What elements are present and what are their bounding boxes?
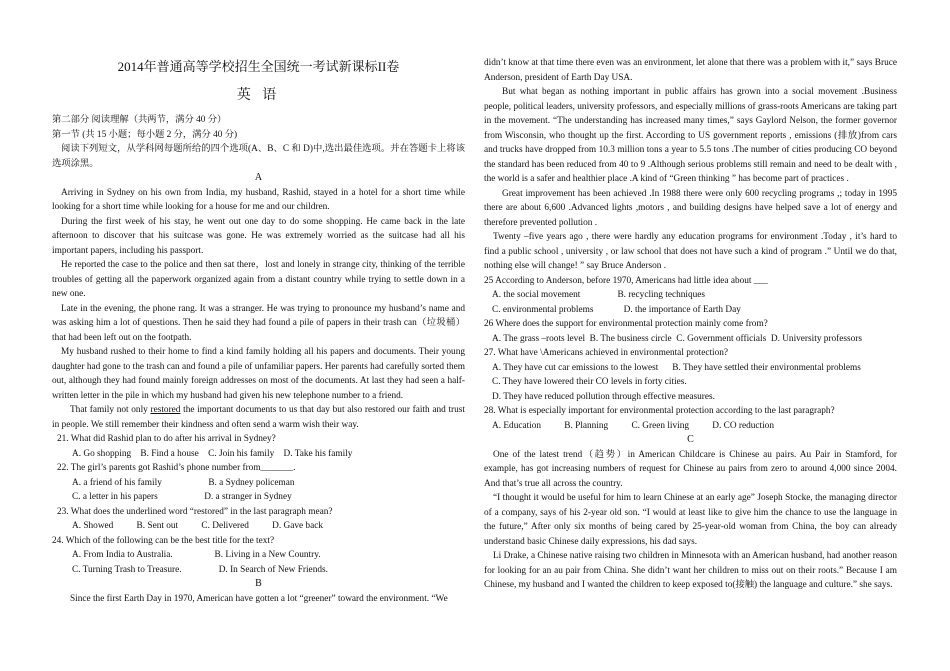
question-21-options: A. Go shopping B. Find a house C. Join his family D. Take his family: [72, 448, 353, 459]
question-28: 28. What is especially important for environmental protection according to the last paragraph?: [484, 406, 835, 416]
underlined-word: restored: [150, 405, 181, 415]
instructions: 阅读下列短文，从学科网每题所给的四个选项(A、B、C 和 D)中,选出最佳选项。并在答题卡上将该选项涂黑。: [52, 144, 465, 169]
passage-c-paragraph-3: Li Drake, a Chinese native raising two children in Minnesota with an American husband, had another reason for looking for an au pair from China. She didn’t want her children to miss out on their roots.” Because I am Chinese, my husband and I wanted the children to keep exposed to(接触) the language and culture.” she says.: [484, 551, 897, 590]
question-27-options-ab: A. They have cut car emissions to the lowest B. They have settled their environmental problems: [492, 362, 861, 373]
passage-a-paragraph-5: My husband rushed to their home to find a kind family holding all his papers and documents. Their young daughter had gone to the trash can and found a pile of unfamiliar papers. Her parents had carefully sorted them out, although they had found mainly foreign addresses on most of the documents. At last they had seen a half-written letter in the pile in which my husband had given his new telephone number to a friend.: [52, 347, 465, 401]
part-label: 第二部分 阅读理解（共两节，满分 40 分）: [52, 115, 227, 125]
question-22-options-ab: A. a friend of his family B. a Sydney policeman: [72, 477, 295, 488]
passage-b-paragraph-2: But what began as nothing important in public affairs has grown into a social movement .Business people, political leaders, university professors, and especially millions of grass-roots Americans are taking part in the movement. “The understanding has increased many times,” says Gaylord Nelson, the former governor from Wisconsin, who thought up the first. According to US government reports , emissions (排放)from cars and trucks have dropped from 10.3 million tons a year to 5.5 tons .The number of cities producing CO beyond the standard has been reduced from 40 to 9 .Although serious problems still remain and need to be dealt with , the world is a safer and healthier place .A kind of “Green thinking ” has become part of practices .: [484, 87, 897, 184]
question-25: 25 According to Anderson, before 1970, Americans had little idea about ___: [484, 275, 768, 286]
passage-a-paragraph-4: Late in the evening, the phone rang. It was a stranger. He was trying to pronounce my husband’s name and was asking him a lot of questions. Then he said they had found a pile of papers in their trash can（垃圾桶）that had been left out on the footpath.: [52, 303, 465, 343]
passage-a-paragraph-2: During the first week of his stay, he went out one day to do some shopping. He came back in the late afternoon to discover that his suitcase was gone. He was extremely worried as the suitcase had all his important papers, including his passport.: [52, 216, 465, 256]
section-label: 第一节 (共 15 小题；每小题 2 分，满分 40 分): [52, 129, 238, 140]
question-27: 27. What have \Americans achieved in environmental protection?: [484, 348, 729, 358]
question-23: 23. What does the underlined word “restored” in the last paragraph mean?: [57, 506, 333, 517]
question-24: 24. Which of the following can be the best title for the text?: [52, 535, 275, 546]
passage-b-paragraph-4: Twenty –five years ago , there were hardly any education programs for environment .Today , it’s hard to find a public school , university , or law school that does not have such a kind of program .” Until we do that, nothing else will change! ” say Bruce Anderson .: [484, 232, 897, 271]
passage-a-paragraph-6: [52, 403, 465, 432]
passage-b-paragraph-1-start: Since the first Earth Day in 1970, American have gotten a lot “greener” toward the environment. “We: [70, 593, 448, 604]
paragraph-6-end: the important documents to us that day but also restored our faith and trust in people. We still remember their kindness and often send a warm wish their way.: [52, 405, 465, 430]
passage-b-mark: B: [255, 578, 262, 589]
passage-a-paragraph-1: Arriving in Sydney on his own from India, my husband, Rashid, stayed in a hotel for a short time while looking for a short time while looking for a house for me and our children.: [52, 187, 465, 212]
passage-c-paragraph-1: One of the latest trend（趋势）in American Childcare is Chinese au pairs. Au Pair in Stamford, for example, has got increasing numbers of request for Chinese au pairs from zero to around 4,000 since 2004. And that’s true all across the country.: [484, 449, 897, 489]
question-27-option-d: D. They have reduced pollution through effective measures.: [492, 391, 715, 402]
question-28-options: A. Education B. Planning C. Green living D. CO reduction: [492, 420, 774, 431]
question-24-options-cd: C. Turning Trash to Treasure. D. In Search of New Friends.: [72, 564, 328, 575]
passage-b-paragraph-1-cont: didn’t know at that time there even was an environment, let alone that there was a problem with it,” says Bruce Anderson, president of Earth Day USA.: [484, 58, 897, 83]
passage-a-paragraph-3: He reported the case to the police and then sat there，lost and lonely in strange city, thinking of the terrible troubles of getting all the paperwork organized again from a distant country while trying to settle down in a new one.: [52, 260, 465, 299]
passage-a-mark: A: [254, 172, 263, 183]
left-content: [52, 113, 465, 606]
paragraph-6-start: That family not only: [70, 405, 151, 415]
question-23-options: A. Showed B. Sent out C. Delivered D. Gave back: [72, 521, 323, 531]
passage-c-paragraph-2: “I thought it would be useful for him to learn Chinese at an early age” Joseph Stocke, the managing director of a company, says of his 2-year old son. “I would at least like to give him the chance to use the language in the future,” After only six months of being cared by 25-year-old woman from China, the boy can already understand basic Chinese daily expressions, his dad says.: [484, 493, 897, 547]
question-24-options-ab: A. From India to Australia. B. Living in a New Country.: [72, 550, 321, 560]
exam-title: 2014年普通高等学校招生全国统一考试新课标II卷: [117, 59, 400, 74]
question-25-options-cd: C. environmental problems D. the importance of Earth Day: [492, 304, 741, 315]
question-27-option-c: C. They have lowered their CO levels in forty cities.: [492, 377, 687, 387]
right-content: [484, 56, 897, 593]
question-26-options: A. The grass –roots level B. The business circle C. Government officials D. University professors: [492, 333, 863, 344]
question-25-options-ab: A. the social movement B. recycling techniques: [492, 290, 706, 300]
question-22: 22. The girl’s parents got Rashid’s phone number from_______.: [57, 463, 296, 473]
question-21: 21. What did Rashid plan to do after his arrival in Sydney?: [57, 434, 276, 444]
question-26: 26 Where does the support for environmental protection mainly come from?: [484, 319, 768, 329]
question-22-options-cd: C. a letter in his papers D. a stranger in Sydney: [72, 492, 292, 502]
passage-c-mark: C: [687, 434, 694, 445]
subject-heading: 英 语: [236, 88, 281, 103]
passage-b-paragraph-3: Great improvement has been achieved .In 1988 there were only 600 recycling programs ,; today in 1995 there are about 6,600 .Advanced lights ,motors , and building designs have helped save a lot of energy and therefore prevented pollution .: [484, 188, 897, 228]
